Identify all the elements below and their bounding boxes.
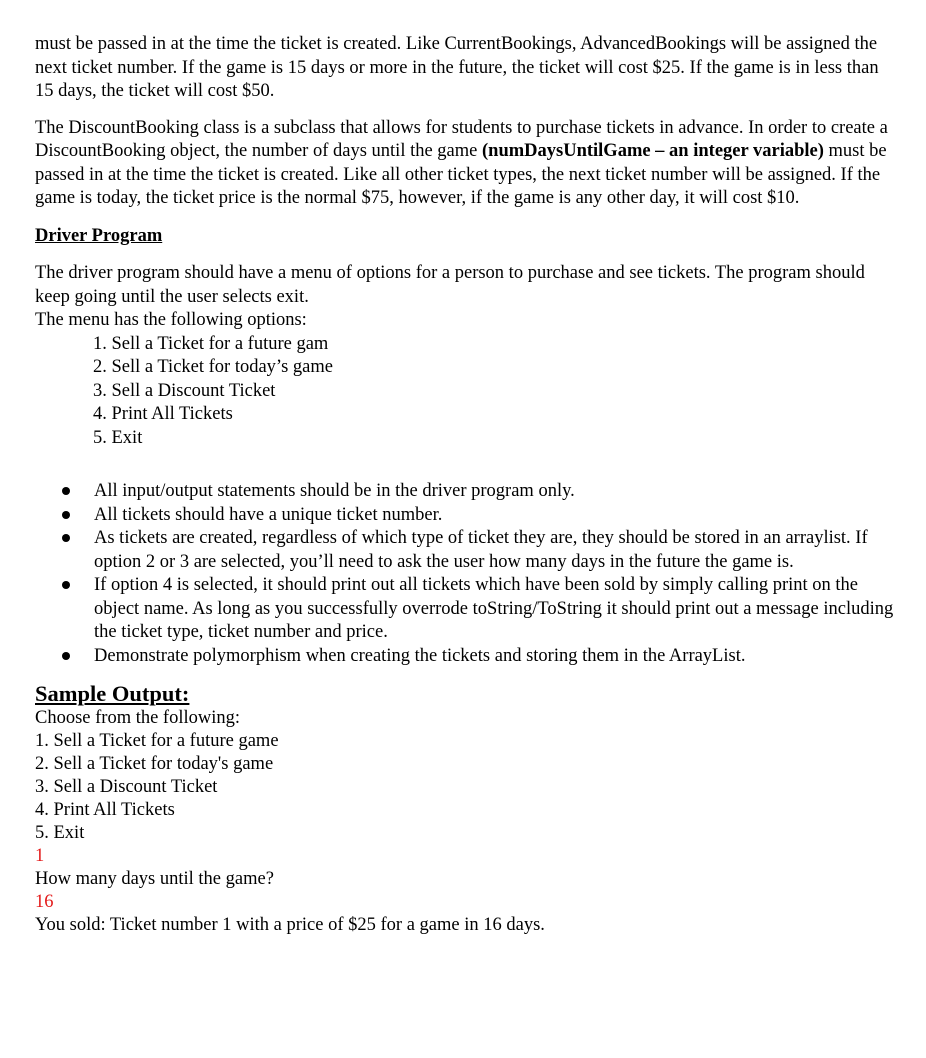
sample-output-heading: Sample Output:: [35, 681, 190, 706]
sample-line: Choose from the following:: [35, 708, 241, 728]
list-item: [35, 574, 895, 645]
sample-line: 5. Exit: [35, 823, 85, 843]
bullet-icon: [62, 511, 70, 519]
list-item: [35, 504, 895, 528]
paragraph-text: The DiscountBooking class is a subclass that allows for students to purchase tickets in advance. In order to create a DiscountBooking object, the number of days until the game: [35, 117, 888, 161]
list-item-text: All tickets should have a unique ticket number.: [94, 504, 443, 525]
menu-intro: The menu has the following options:: [35, 310, 307, 330]
sample-line: You sold: Ticket number 1 with a price of $25 for a game in 16 days.: [35, 915, 545, 935]
paragraph-discount-booking: [35, 117, 895, 211]
driver-program-heading: Driver Program: [35, 225, 163, 246]
list-item: [35, 527, 895, 574]
list-item-text: If option 4 is selected, it should print out all tickets which have been sold by simply calling print on the object name. As long as you successfully overrode toString/ToString it should print out a message including the ticket type, ticket number and price.: [94, 575, 894, 642]
list-item: 1. Sell a Ticket for a future gam: [93, 333, 329, 354]
list-item: [35, 645, 895, 669]
sample-output: [35, 707, 895, 937]
bullet-icon: [62, 534, 70, 542]
list-item: 3. Sell a Discount Ticket: [93, 380, 276, 401]
paragraph-text: must be passed in at the time the ticket is created. Like all other ticket types, the next ticket number will be assigned. If the game is today, the ticket price is the normal $75, however, if the game is any other day, it will cost $10.: [35, 141, 887, 208]
bullet-icon: [62, 487, 70, 495]
user-input-line: 16: [35, 892, 54, 912]
bullet-icon: [62, 581, 70, 589]
list-item: 5. Exit: [93, 427, 143, 448]
sample-line: 3. Sell a Discount Ticket: [35, 777, 218, 797]
list-item: 4. Print All Tickets: [93, 404, 233, 424]
menu-options-list: [35, 333, 895, 451]
bullet-icon: [62, 652, 70, 660]
list-item-text: All input/output statements should be in the driver program only.: [94, 481, 575, 501]
sample-line: 1. Sell a Ticket for a future game: [35, 731, 279, 751]
list-item: 2. Sell a Ticket for today’s game: [93, 357, 333, 377]
sample-line: 2. Sell a Ticket for today's game: [35, 754, 274, 774]
user-input-line: 1: [35, 846, 45, 866]
driver-intro: The driver program should have a menu of options for a person to purchase and see tickets. The program should keep going until the user selects exit.: [35, 263, 865, 307]
sample-line: How many days until the game?: [35, 869, 274, 889]
bold-variable-text: (numDaysUntilGame – an integer variable): [482, 141, 824, 161]
requirements-list: [35, 480, 895, 668]
list-item: [35, 480, 895, 504]
paragraph-advanced-booking: must be passed in at the time the ticket is created. Like CurrentBookings, AdvancedBookings will be assigned the next ticket number. If the game is 15 days or more in the future, the ticket will cost $25. If the game is in less than 15 days, the ticket will cost $50.: [35, 34, 879, 101]
document-page: [35, 33, 895, 937]
list-item-text: As tickets are created, regardless of which type of ticket they are, they should be stored in an arraylist. If option 2 or 3 are selected, you’ll need to ask the user how many days in the future the game is.: [94, 528, 868, 572]
list-item-text: Demonstrate polymorphism when creating the tickets and storing them in the ArrayList.: [94, 645, 746, 666]
sample-line: 4. Print All Tickets: [35, 800, 175, 820]
